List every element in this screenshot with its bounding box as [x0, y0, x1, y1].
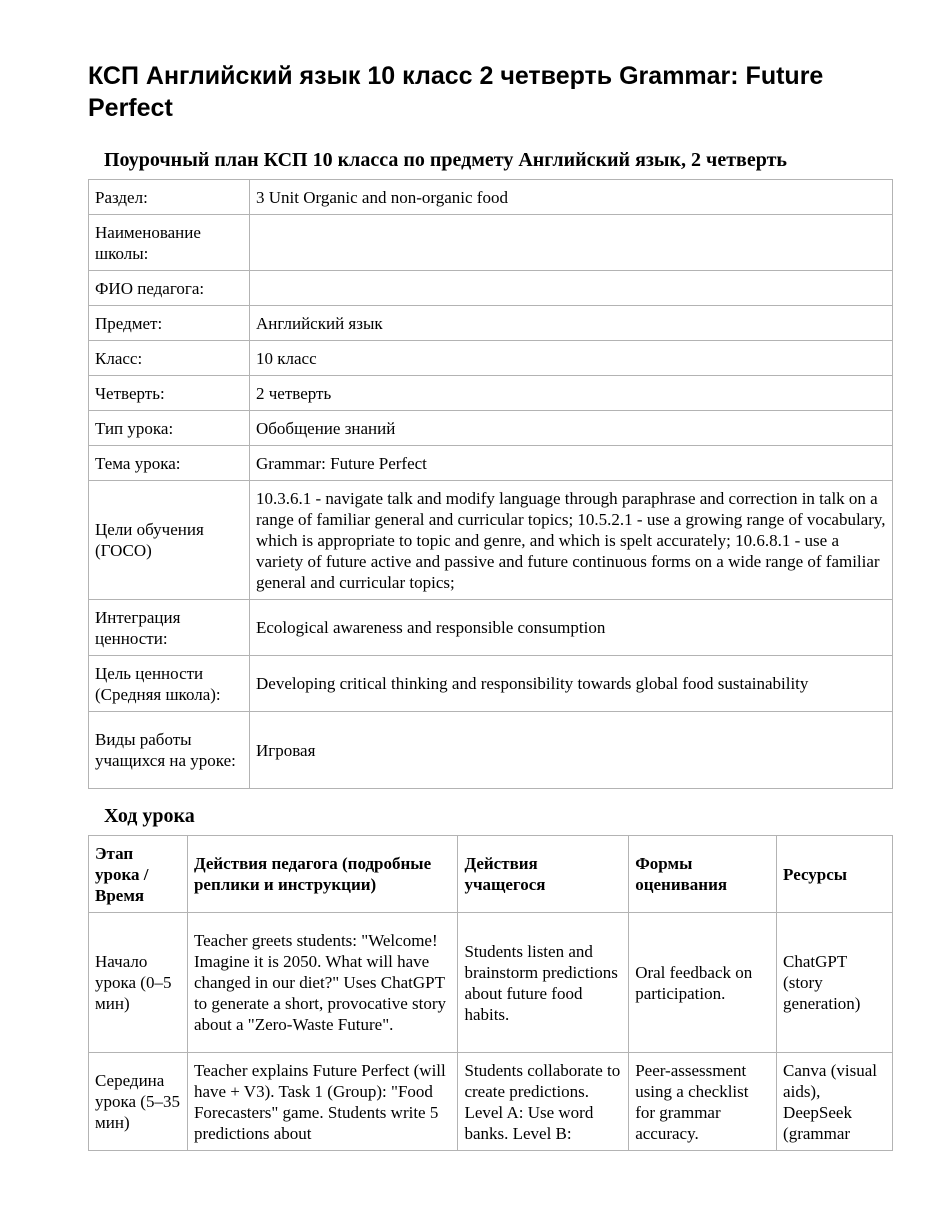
- lesson-info-table: [88, 179, 893, 789]
- lesson-heading: Ход урока: [104, 805, 195, 827]
- info-value: Английский язык: [250, 306, 893, 341]
- teacher-actions-cell: Teacher greets students: "Welcome! Imagine it is 2050. What will have changed in our diet?" Uses ChatGPT to generate a short, provocative story about a "Zero-Waste Future".: [187, 913, 458, 1053]
- info-value: [250, 271, 893, 306]
- table-row: [89, 215, 893, 271]
- table-row: [89, 271, 893, 306]
- column-header-resources: Ресурсы: [777, 836, 893, 913]
- column-header-teacher-actions: Действия педагога (подробные реплики и инструкции): [187, 836, 458, 913]
- info-label: Тип урока:: [89, 411, 250, 446]
- table-row: [89, 1053, 893, 1151]
- column-header-student-actions: Действия учащегося: [458, 836, 629, 913]
- assessment-cell: Peer-assessment using a checklist for grammar accuracy.: [629, 1053, 777, 1151]
- plan-heading: Поурочный план КСП 10 класса по предмету Английский язык, 2 четверть: [104, 149, 787, 171]
- table-row: [89, 712, 893, 789]
- table-row: [89, 600, 893, 656]
- table-row: [89, 411, 893, 446]
- info-label: Класс:: [89, 341, 250, 376]
- info-label: Предмет:: [89, 306, 250, 341]
- info-value: Developing critical thinking and responsibility towards global food sustainability: [250, 656, 893, 712]
- student-actions-cell: Students collaborate to create predictions. Level A: Use word banks. Level B:: [458, 1053, 629, 1151]
- info-value: Grammar: Future Perfect: [250, 446, 893, 481]
- table-row: [89, 341, 893, 376]
- column-header-stage: Этап урока / Время: [89, 836, 188, 913]
- assessment-cell: Oral feedback on participation.: [629, 913, 777, 1053]
- info-value: 3 Unit Organic and non-organic food: [250, 180, 893, 215]
- table-header-row: [89, 836, 893, 913]
- info-label: Тема урока:: [89, 446, 250, 481]
- column-header-assessment: Формы оценивания: [629, 836, 777, 913]
- table-row: [89, 481, 893, 600]
- info-value: 10.3.6.1 - navigate talk and modify language through paraphrase and correction in talk on a range of familiar general and curricular topics; 10.5.2.1 - use a growing range of vocabulary, which is appropriate to topic and genre, and which is spelt accurately; 10.6.8.1 - use a variety of future active and passive and future continuous forms on a wide range of familiar general and curricular topics;: [250, 481, 893, 600]
- info-label: Цель ценности (Средняя школа):: [89, 656, 250, 712]
- lesson-flow-table: [88, 835, 893, 1151]
- info-value: Ecological awareness and responsible consumption: [250, 600, 893, 656]
- info-value: Игровая: [250, 712, 893, 789]
- info-label: Наименование школы:: [89, 215, 250, 271]
- table-row: [89, 376, 893, 411]
- info-label: Раздел:: [89, 180, 250, 215]
- table-row: [89, 913, 893, 1053]
- info-value: 2 четверть: [250, 376, 893, 411]
- info-label: Четверть:: [89, 376, 250, 411]
- info-value: [250, 215, 893, 271]
- info-label: Интеграция ценности:: [89, 600, 250, 656]
- table-row: [89, 180, 893, 215]
- teacher-actions-cell: Teacher explains Future Perfect (will have + V3). Task 1 (Group): "Food Forecasters" game. Students write 5 predictions about: [187, 1053, 458, 1151]
- resources-cell: ChatGPT (story generation): [777, 913, 893, 1053]
- document-title: КСП Английский язык 10 класс 2 четверть Grammar: Future Perfect: [88, 62, 824, 122]
- info-label: Цели обучения (ГОСО): [89, 481, 250, 600]
- table-row: [89, 656, 893, 712]
- stage-cell: Начало урока (0–5 мин): [89, 913, 188, 1053]
- resources-cell: Canva (visual aids), DeepSeek (grammar: [777, 1053, 893, 1151]
- info-value: 10 класс: [250, 341, 893, 376]
- table-row: [89, 306, 893, 341]
- info-label: ФИО педагога:: [89, 271, 250, 306]
- stage-cell: Середина урока (5–35 мин): [89, 1053, 188, 1151]
- table-row: [89, 446, 893, 481]
- info-value: Обобщение знаний: [250, 411, 893, 446]
- info-label: Виды работы учащихся на уроке:: [89, 712, 250, 789]
- student-actions-cell: Students listen and brainstorm predictions about future food habits.: [458, 913, 629, 1053]
